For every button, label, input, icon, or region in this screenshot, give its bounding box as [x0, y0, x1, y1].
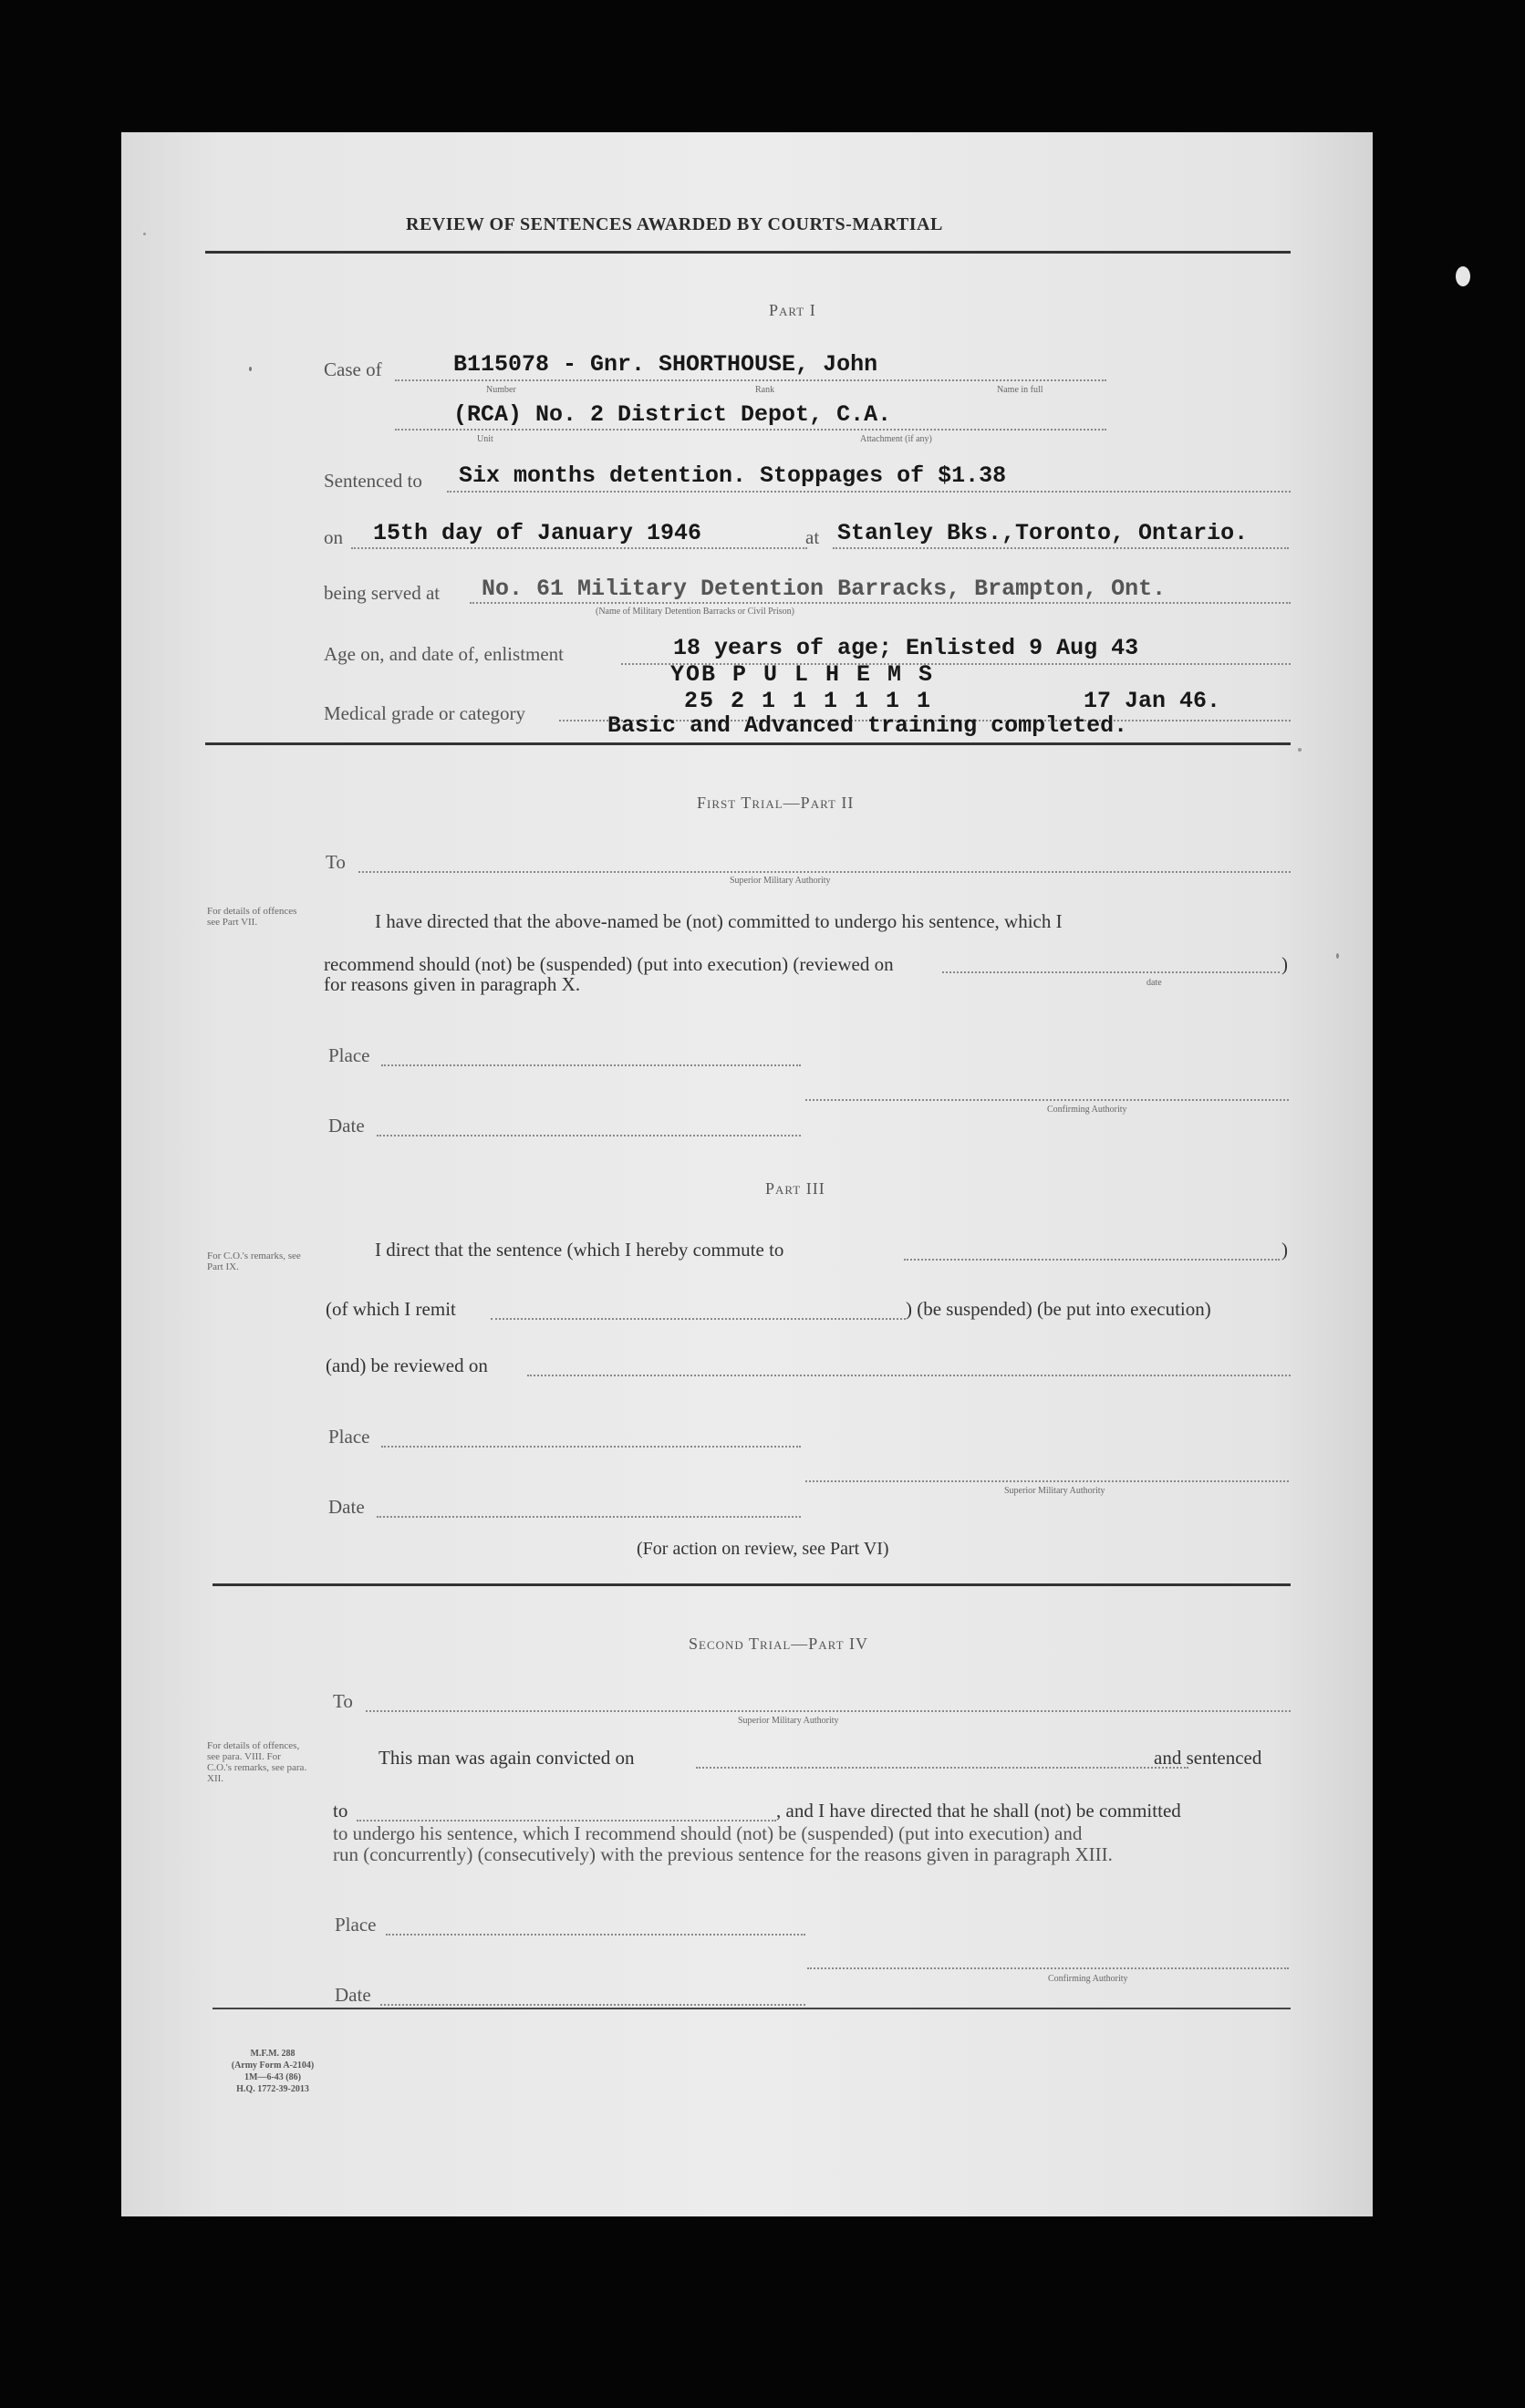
part4-line2-end: , and I have directed that he shall (not) be committed	[776, 1800, 1181, 1822]
on-label: on	[324, 526, 343, 548]
part4-to-line	[366, 1710, 1291, 1712]
medical-row2: 25 2 1 1 1 1 1 1	[684, 688, 933, 714]
served-caption: (Name of Military Detention Barracks or Civil Prison)	[596, 607, 795, 617]
part2-to-line	[358, 871, 1291, 873]
part3-line2-end: ) (be suspended) (be put into execution)	[906, 1298, 1211, 1320]
part4-to-label: To	[333, 1690, 353, 1712]
form-code-line3: 1M—6-43 (86)	[244, 2072, 301, 2082]
part4-date-label: Date	[335, 1984, 371, 2006]
part3-date-label: Date	[328, 1496, 365, 1518]
part3-line1: I direct that the sentence (which I hereby commute to	[375, 1239, 784, 1261]
part2-place-line	[381, 1064, 801, 1066]
part4-confirming-caption: Confirming Authority	[1048, 1974, 1128, 1984]
part4-heading: Second Trial—Part IV	[689, 1635, 869, 1653]
part4-line4: run (concurrently) (consecutively) with the previous sentence for the reasons given in paragraph XIII.	[333, 1843, 1113, 1865]
part2-para-line1: I have directed that the above-named be (not) committed to undergo his sentence, which I	[375, 910, 1063, 932]
document-page	[121, 132, 1373, 2216]
part4-date-line	[380, 2004, 805, 2006]
form-code-line1: M.F.M. 288	[250, 2049, 296, 2059]
part3-margin-note: For C.O.'s remarks, see Part IX.	[207, 1251, 301, 1272]
case-label: Case of	[324, 358, 382, 380]
part4-margin-note: For details of offences, see para. VIII. For C.O.'s remarks, see para. XII.	[207, 1740, 307, 1784]
age-value: 18 years of age; Enlisted 9 Aug 43	[673, 635, 1139, 661]
served-label: being served at	[324, 582, 441, 604]
part3-place-line	[381, 1446, 801, 1448]
at-label: at	[805, 526, 820, 548]
part2-margin-note: For details of offences see Part VII.	[207, 906, 297, 928]
document-title: REVIEW OF SENTENCES AWARDED BY COURTS-MARTIAL	[406, 214, 943, 234]
sentenced-label: Sentenced to	[324, 470, 422, 492]
part4-authority-caption: Superior Military Authority	[738, 1716, 839, 1726]
part2-signature-line	[805, 1099, 1289, 1101]
part3-line3: (and) be reviewed on	[326, 1354, 488, 1376]
name-caption: Name in full	[997, 385, 1043, 395]
scan-speck	[1298, 748, 1302, 752]
part4-line3: to undergo his sentence, which I recommend should (not) be (suspended) (put into execution) and	[333, 1822, 1083, 1844]
medical-label: Medical grade or category	[324, 702, 525, 724]
part3-line2-start: (of which I remit	[326, 1298, 456, 1320]
case-value: B115078 - Gnr. SHORTHOUSE, John	[453, 351, 878, 378]
title-rule	[205, 251, 1291, 254]
form-code-block	[209, 2048, 337, 2095]
part4-signature-line	[807, 1967, 1289, 1969]
scan-speck	[143, 233, 146, 235]
attachment-caption: Attachment (if any)	[860, 434, 932, 444]
sentenced-value: Six months detention. Stoppages of $1.38	[459, 462, 1007, 489]
case-line	[395, 379, 1106, 381]
part2-para-line2-end: )	[1281, 953, 1288, 975]
part1-heading: Part I	[769, 301, 816, 319]
at-line	[833, 547, 1289, 549]
part1-rule	[205, 742, 1291, 745]
part2-date-label: Date	[328, 1115, 365, 1137]
training-value: Basic and Advanced training completed.	[607, 712, 1128, 739]
part3-action-note: (For action on review, see Part VI)	[637, 1539, 889, 1559]
form-code-line4: H.Q. 1772-39-2013	[236, 2084, 309, 2094]
part4-place-label: Place	[335, 1914, 377, 1936]
part4-line1-start: This man was again convicted on	[379, 1747, 635, 1769]
part3-date-line	[377, 1516, 801, 1518]
part2-para-line2: recommend should (not) be (suspended) (put into execution) (reviewed on	[324, 953, 894, 975]
scan-speck	[1336, 953, 1339, 959]
part4-line2-start: to	[333, 1800, 348, 1822]
part3-line1-end: )	[1281, 1239, 1288, 1261]
age-label: Age on, and date of, enlistment	[324, 643, 565, 665]
part2-date-line	[377, 1135, 801, 1137]
part2-authority-caption: Superior Military Authority	[730, 876, 831, 886]
sentenced-line	[447, 491, 1291, 493]
unit-line	[395, 429, 1106, 431]
part3-place-label: Place	[328, 1426, 370, 1448]
background-speck	[1456, 266, 1470, 286]
part3-rule	[213, 1583, 1291, 1586]
part3-commute-line	[904, 1259, 1280, 1261]
form-code-line2: (Army Form A-2104)	[231, 2060, 315, 2071]
part2-heading: First Trial—Part II	[697, 794, 855, 812]
part3-heading: Part III	[765, 1179, 825, 1198]
part4-line1-end: and sentenced	[1154, 1747, 1262, 1769]
part4-convicted-line	[696, 1767, 1188, 1769]
unit-caption: Unit	[477, 434, 493, 444]
part2-review-date-line	[942, 971, 1280, 973]
part4-sentenced-line	[357, 1820, 776, 1822]
part3-signature-line	[805, 1480, 1289, 1482]
part2-confirming-caption: Confirming Authority	[1047, 1105, 1127, 1115]
part4-rule	[213, 2008, 1291, 2009]
part2-date-caption: date	[1146, 978, 1162, 988]
rank-caption: Rank	[755, 385, 775, 395]
part2-place-label: Place	[328, 1044, 370, 1066]
medical-row1: YOB P U L H E M S	[670, 661, 935, 688]
on-value: 15th day of January 1946	[373, 520, 702, 546]
served-value: No. 61 Military Detention Barracks, Brampton, Ont.	[482, 576, 1167, 602]
scan-speck	[249, 367, 252, 371]
part2-to-label: To	[326, 851, 346, 873]
at-value: Stanley Bks.,Toronto, Ontario.	[837, 520, 1249, 546]
part3-authority-caption: Superior Military Authority	[1004, 1486, 1105, 1496]
number-caption: Number	[486, 385, 516, 395]
medical-date: 17 Jan 46.	[1084, 688, 1221, 714]
part2-para-line3: for reasons given in paragraph X.	[324, 973, 581, 995]
part3-review-line	[527, 1375, 1291, 1376]
served-line	[470, 602, 1291, 604]
part4-place-line	[386, 1934, 805, 1936]
part3-remit-line	[491, 1318, 906, 1320]
on-line	[351, 547, 807, 549]
unit-value: (RCA) No. 2 District Depot, C.A.	[453, 401, 892, 428]
